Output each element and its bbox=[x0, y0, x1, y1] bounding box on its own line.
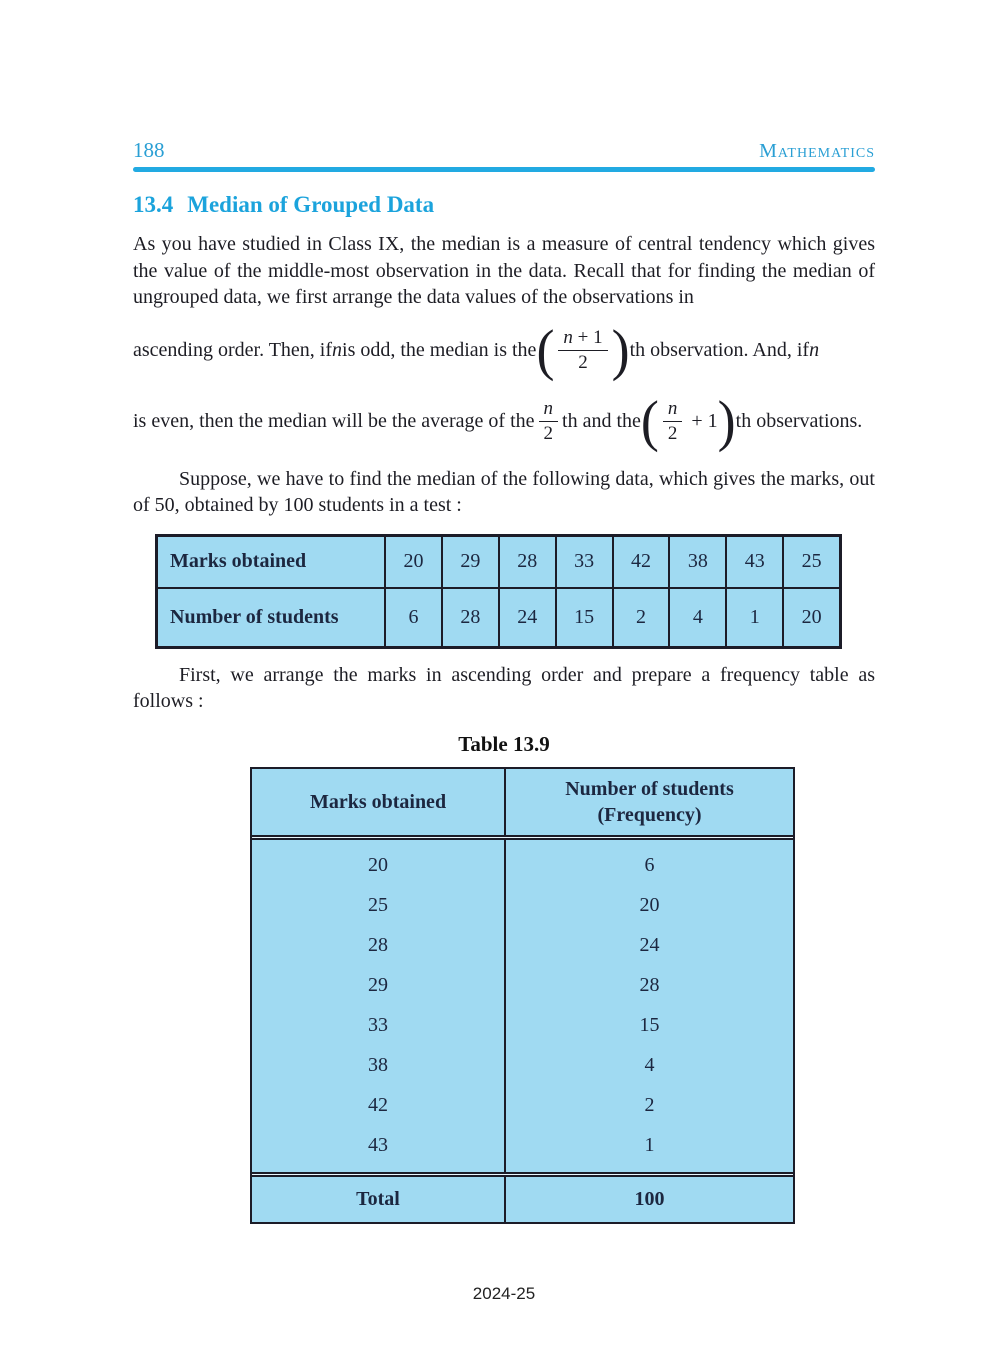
frequency-value: 20 bbox=[639, 894, 660, 916]
frequency-value: 4 bbox=[644, 1054, 655, 1076]
row-label: Number of students bbox=[170, 605, 339, 628]
table-cell: 2 bbox=[612, 589, 669, 646]
formula-text-post: th observations. bbox=[735, 410, 863, 432]
big-paren-close: ) bbox=[717, 389, 736, 453]
fraction-n-over-2 bbox=[663, 397, 683, 446]
frequency-table bbox=[250, 767, 795, 1224]
table-cell: 6 bbox=[384, 589, 441, 646]
column-header-students: Number of students bbox=[565, 777, 734, 800]
column-header-marks: Marks obtained bbox=[309, 790, 447, 813]
section-title: Median of Grouped Data bbox=[187, 192, 435, 217]
table-cell: 4 bbox=[668, 589, 725, 646]
variable-n: n bbox=[332, 339, 343, 361]
formula-line-odd bbox=[133, 320, 875, 382]
subject-label: Mathematics bbox=[759, 140, 875, 162]
frequency-table-header bbox=[252, 769, 793, 835]
table-cell: 15 bbox=[555, 589, 612, 646]
total-label: Total bbox=[252, 1177, 506, 1222]
formula-text-pre: ascending order. Then, if bbox=[133, 339, 333, 361]
page-content bbox=[133, 138, 875, 1224]
table-cell: 20 bbox=[782, 589, 839, 646]
fraction-numerator: n bbox=[543, 398, 554, 420]
big-paren-open: ( bbox=[536, 318, 555, 382]
section-heading bbox=[133, 192, 875, 218]
formula-text-mid: is odd, the median is the bbox=[342, 339, 537, 361]
section-number: 13.4 bbox=[133, 192, 174, 217]
big-paren-open: ( bbox=[640, 389, 659, 453]
table-cell: 38 bbox=[668, 537, 725, 587]
marks-value: 43 bbox=[368, 1134, 388, 1156]
page-header bbox=[133, 138, 875, 163]
fraction-numerator: n bbox=[667, 398, 678, 420]
row-label: Marks obtained bbox=[170, 550, 307, 572]
paragraph-intro: As you have studied in Class IX, the median is a measure of central tendency which gives the value of the middle-most observation in the data. Recall that for finding the median of ungrouped data, we first arrange the data values of the observations in bbox=[133, 233, 875, 308]
table-cell: 28 bbox=[441, 589, 498, 646]
table-cell: 20 bbox=[384, 537, 441, 587]
table-caption: Table 13.9 bbox=[458, 731, 550, 756]
marks-value: 29 bbox=[368, 974, 388, 996]
header-rule bbox=[133, 167, 875, 172]
marks-value: 33 bbox=[368, 1014, 388, 1036]
formula-text-mid: th and the bbox=[562, 410, 641, 432]
fraction-n-plus-1-over-2 bbox=[558, 326, 607, 375]
formula-line-even bbox=[133, 391, 875, 453]
frequency-table-total-row bbox=[252, 1177, 793, 1222]
variable-n: n bbox=[809, 339, 820, 361]
edition-footer: 2024-25 bbox=[472, 1284, 536, 1303]
fraction-numerator-rest: + 1 bbox=[572, 327, 603, 349]
plus-one-term: + 1 bbox=[686, 410, 718, 432]
table-cell: 29 bbox=[441, 537, 498, 587]
frequency-value: 24 bbox=[639, 934, 660, 956]
table-cell: 24 bbox=[498, 589, 555, 646]
fraction-numerator-var: n bbox=[563, 327, 573, 349]
frequency-table-body bbox=[252, 840, 793, 1172]
frequency-value: 28 bbox=[639, 974, 660, 996]
column-header-frequency: (Frequency) bbox=[597, 803, 702, 826]
fraction-denominator: 2 bbox=[539, 421, 559, 446]
marks-data-table bbox=[155, 534, 842, 649]
formula-text-post: th observation. And, if bbox=[629, 339, 810, 361]
table-cell: 1 bbox=[725, 589, 782, 646]
frequency-value: 2 bbox=[644, 1094, 655, 1116]
paren-expression bbox=[659, 397, 718, 446]
formula-text-pre: is even, then the median will be the average of the bbox=[133, 410, 535, 432]
table-cell: 42 bbox=[612, 537, 669, 587]
table-cell: 25 bbox=[782, 537, 839, 587]
table-cell: 28 bbox=[498, 537, 555, 587]
table-row-marks bbox=[158, 537, 839, 587]
paragraph-first: First, we arrange the marks in ascending order and prepare a frequency table as follows : bbox=[133, 663, 875, 712]
marks-value: 42 bbox=[368, 1094, 388, 1116]
marks-value: 38 bbox=[368, 1054, 388, 1076]
fraction-denominator: 2 bbox=[558, 350, 607, 375]
fraction-denominator: 2 bbox=[663, 421, 683, 446]
marks-value: 25 bbox=[368, 894, 388, 916]
total-value: 100 bbox=[634, 1187, 665, 1210]
table-cell: 33 bbox=[555, 537, 612, 587]
table-row-students bbox=[158, 587, 839, 646]
frequency-value: 6 bbox=[644, 854, 655, 876]
frequency-value: 1 bbox=[644, 1134, 655, 1156]
big-paren-close: ) bbox=[611, 318, 630, 382]
page-number: 188 bbox=[133, 138, 165, 162]
frequency-value: 15 bbox=[639, 1014, 660, 1036]
table-cell: 43 bbox=[725, 537, 782, 587]
marks-value: 28 bbox=[368, 934, 388, 956]
paragraph-suppose: Suppose, we have to find the median of the following data, which gives the marks, out of 50, obtained by 100 students in a test : bbox=[133, 467, 875, 516]
fraction-n-over-2 bbox=[539, 397, 559, 446]
marks-value: 20 bbox=[368, 854, 388, 876]
